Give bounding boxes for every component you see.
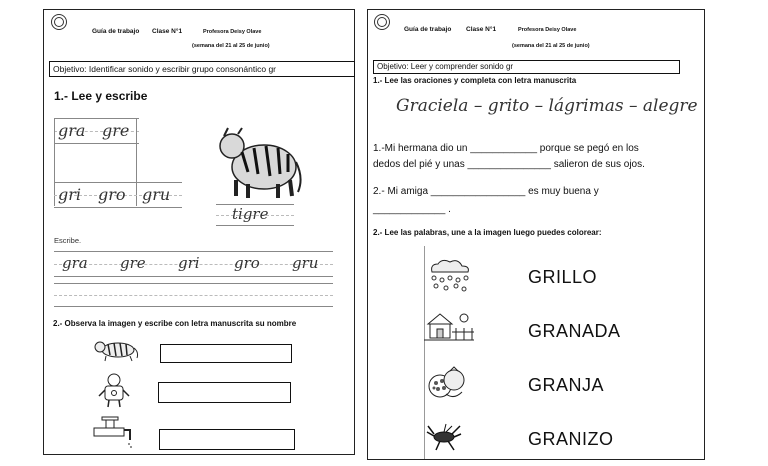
header-title: Guía de trabajo — [404, 26, 452, 33]
syllable-gra: gra — [58, 121, 86, 140]
worksheet-page-left — [43, 9, 355, 455]
word-grillo: GRILLO — [528, 267, 598, 287]
worksheet-page-right — [367, 9, 705, 460]
word-granada: GRANADA — [528, 321, 621, 341]
blank-practice-row[interactable] — [54, 283, 333, 307]
word-granizo: GRANIZO — [528, 429, 614, 449]
answer-box-faucet[interactable] — [159, 429, 295, 450]
hail-icon — [426, 258, 472, 294]
tiger-icon — [92, 338, 140, 362]
robot-icon — [96, 372, 132, 408]
syllables-row-1 — [54, 118, 139, 144]
cursive-gru: gru — [292, 254, 319, 272]
cursive-gre: gre — [120, 254, 146, 272]
answer-box-robot[interactable] — [158, 382, 291, 403]
sentence1-line1: 1.-Mi hermana dio un ____________ porque se pegó en los — [373, 143, 639, 154]
objective-box: Objetivo: Identificar sonido y escribir grupo consonántico gr — [49, 61, 355, 77]
syllable-gru: gru — [142, 185, 171, 204]
header-title: Guía de trabajo — [92, 28, 140, 35]
sentence2-line1: 2.- Mi amiga _________________ es muy buena y — [373, 186, 599, 197]
word-bank: Graciela – grito – lágrimas – alegre — [396, 96, 698, 116]
cricket-icon — [426, 422, 462, 452]
section1-heading: 1.- Lee y escribe — [54, 89, 148, 103]
tiger-icon — [214, 122, 304, 202]
section2-heading: 2.- Lee las palabras, une a la imagen luego puedes colorear: — [373, 228, 602, 237]
cursive-practice-row — [54, 251, 333, 277]
school-logo-icon — [374, 14, 390, 30]
cursive-gra: gra — [62, 254, 88, 272]
tiger-word-line — [216, 204, 294, 226]
header-teacher: Profesora Deisy Olave — [203, 29, 262, 35]
objective-box: Objetivo: Leer y comprender sonido gr — [373, 60, 680, 74]
sentence2-line2: _____________ . — [373, 204, 451, 215]
cursive-gro: gro — [234, 254, 260, 272]
syllables-row-2 — [54, 182, 182, 208]
tiger-word: tigre — [232, 205, 269, 223]
farm-icon — [424, 310, 474, 344]
sentence1-line2: dedos del pié y unas _______________ salieron de sus ojos. — [373, 159, 645, 170]
answer-box-tiger[interactable] — [160, 344, 292, 363]
faucet-icon — [92, 416, 134, 450]
header-class: Clase N°1 — [152, 28, 183, 35]
escribe-label: Escribe. — [54, 236, 82, 245]
header-teacher: Profesora Deisy Olave — [518, 27, 577, 33]
syllable-gro: gro — [98, 185, 126, 204]
syllable-gre: gre — [102, 121, 130, 140]
section2-heading: 2.- Observa la imagen y escribe con letra manuscrita su nombre — [53, 319, 297, 328]
section1-heading: 1.- Lee las oraciones y completa con letra manuscrita — [373, 76, 577, 85]
word-granja: GRANJA — [528, 375, 605, 395]
header-class: Clase N°1 — [466, 26, 497, 33]
header-week: (semana del 21 al 25 de junio) — [512, 43, 590, 49]
cursive-gri: gri — [178, 254, 200, 272]
syllable-gri: gri — [58, 185, 82, 204]
school-logo-icon — [51, 14, 67, 30]
header-week: (semana del 21 al 25 de junio) — [192, 43, 270, 49]
pomegranate-icon — [426, 366, 466, 402]
